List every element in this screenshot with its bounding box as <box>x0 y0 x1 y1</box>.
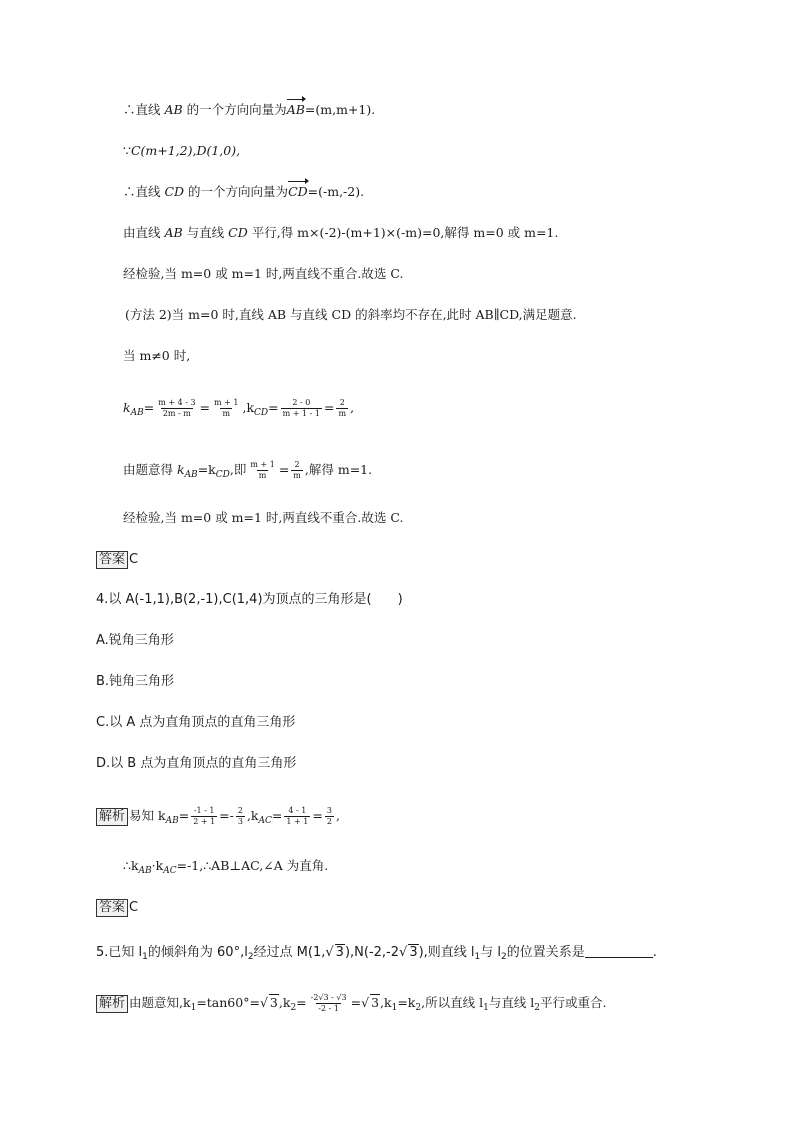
solution-line-9: 由题意得 $k_{AB}=k_{CD}$,即 $\frac{m + 1}{m}$ = $\frac{2}{m}$ ,解得 m=1. <box>123 460 373 480</box>
answer-blank <box>585 957 653 958</box>
solution-line-3: ∴直线 CD 的一个方向向量为CD=(-m,-2). <box>123 184 365 199</box>
solution-line-10: 经检验,当 m=0 或 m=1 时,两直线不重合.故选 C. <box>123 510 404 525</box>
question-4-option-d: D.以 B 点为直角顶点的直角三角形 <box>96 756 297 771</box>
fraction: $\frac{m + 1}{m}$ <box>214 398 239 418</box>
vector-ab: AB <box>286 102 305 117</box>
vector-cd: CD <box>288 184 308 199</box>
analysis-tag: 解析 <box>96 808 128 826</box>
fraction: $\frac{2}{3}$ <box>237 806 243 826</box>
solution-line-4: 由直线 AB 与直线 CD 平行,得 m×(-2)-(m+1)×(-m)=0,解得 m=0 或 m=1. <box>123 225 559 240</box>
fraction: $\frac{-1 - 1}{2 + 1}$ <box>193 806 216 826</box>
fraction: $\frac{4 - 1}{1 + 1}$ <box>286 806 309 826</box>
question-4-option-b: B.钝角三角形 <box>96 674 175 689</box>
answer-row-4: 答案 C <box>96 899 138 917</box>
solution-line-6: (方法 2)当 m=0 时,直线 AB 与直线 CD 的斜率均不存在,此时 AB∥CD,满足题意. <box>125 307 577 322</box>
solution-line-1: ∴直线 AB 的一个方向向量为AB=(m,m+1). <box>123 102 376 117</box>
answer-row-3: 答案 C <box>96 551 138 569</box>
fraction: $\frac{2}{m}$ <box>338 398 347 418</box>
question-4-option-a: A.锐角三角形 <box>96 633 174 648</box>
solution-line-5: 经检验,当 m=0 或 m=1 时,两直线不重合.故选 C. <box>123 266 404 281</box>
answer-tag: 答案 <box>96 551 128 569</box>
analysis-tag: 解析 <box>96 995 128 1013</box>
question-4-stem: 4.以 A(-1,1),B(2,-1),C(1,4)为顶点的三角形是( ) <box>96 592 403 607</box>
analysis-4-line-2: $\therefore k_{AB}\cdot k_{AC}=-1,\therefore AB\perp AC,\angle A$ 为直角. <box>123 858 329 876</box>
solution-line-2: ∵C(m+1,2),D(1,0), <box>123 143 241 158</box>
answer-tag: 答案 <box>96 899 128 917</box>
analysis-row-5: 解析 由题意知$,k_1=\tan 60^\circ=√$ $3,k_2=$ $\frac{-2√3 - √3}{-2 - 1}$ =√ $3,k_1=k_2$,所以直线 $l_1$与直线 $l_2$平行或重合. <box>96 993 607 1014</box>
fraction: $\frac{2}{m}$ <box>293 460 301 480</box>
fraction: $\frac{3}{2}$ <box>326 806 332 826</box>
fraction: $\frac{2 - 0}{m + 1 - 1}$ <box>282 398 320 418</box>
fraction: $\frac{-2√3 - √3}{-2 - 1}$ <box>310 993 347 1013</box>
question-5-stem: 5.已知 $l_1$的倾斜角为 $60^\circ,l_2$经过点 M(1,√ 3),N(-2,-2√ 3),则直线 $l_1$与 $l_2$的位置关系是 . <box>96 945 657 962</box>
solution-line-7: 当 m≠0 时, <box>123 348 191 363</box>
slope-formula-line: $k_{AB}=$ $\frac{m + 4 - 3}{2m - m}$ = $\frac{m + 1}{m}$ $,k_{CD}=$ $\frac{2 - 0}{m + 1 - 1}$ = $\frac{2}{m}$ , <box>123 398 355 418</box>
fraction: $\frac{m + 4 - 3}{2m - m}$ <box>158 398 196 418</box>
analysis-row-4: 解析 易知 $k_{AB}=$ $\frac{-1 - 1}{2 + 1}$ =- $\frac{2}{3}$ $,k_{AC}=$ $\frac{4 - 1}{1 + 1}$ = $\frac{3}{2}$ , <box>96 806 340 827</box>
question-4-option-c: C.以 A 点为直角顶点的直角三角形 <box>96 715 296 730</box>
fraction: $\frac{m + 1}{m}$ <box>250 460 275 480</box>
